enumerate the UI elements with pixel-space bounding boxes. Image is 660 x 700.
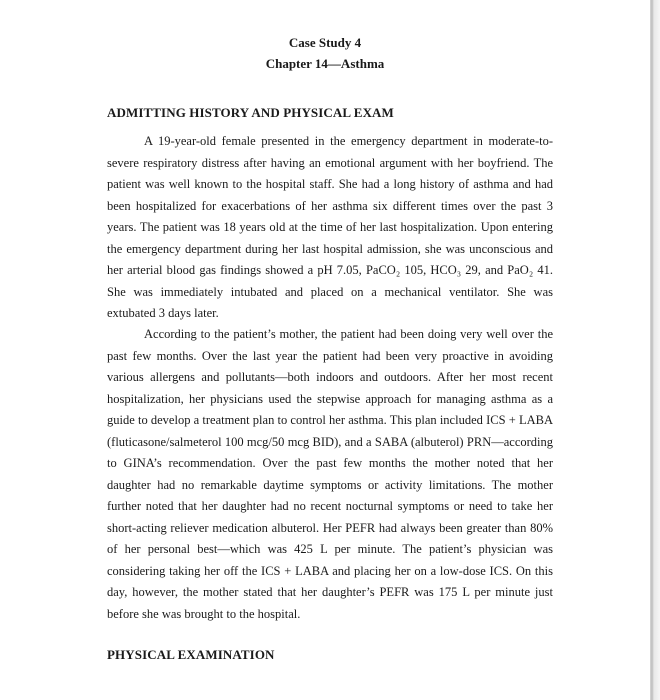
section-heading-physical-examination: PHYSICAL EXAMINATION [107, 647, 275, 662]
page-edge-shadow [650, 0, 660, 700]
section-heading-admitting-history: ADMITTING HISTORY AND PHYSICAL EXAM [107, 105, 394, 120]
body-paragraph-1 [107, 131, 553, 325]
body-paragraph-2 [107, 324, 553, 625]
chapter-title: Chapter 14—Asthma [265, 56, 385, 71]
paragraph-text: According to the patient’s mother, the patient had been doing very well over the past few months. Over the last year the patient had been very proactive in avoiding various allergens and pollutants—both indoors and outdoors. After her most recent hospitalization, her physicians used the stepwise approach for managing asthma as a guide to develop a treatment plan to control her asthma. This plan included ICS + LABA (fluticasone/salmeterol 100 mcg/50 mcg BID), and a SABA (albuterol) PRN—according to GINA’s recommendation. Over the past few months the mother noted that her daughter had no remarkable daytime symptoms or activity limitations. The mother further noted that her daughter had no recent nocturnal symptoms or need to take her short-acting reliever medication albuterol. Her PEFR had always been greater than 80% of her personal best—which was 425 L per minute. The patient’s physician was considering taking her off the ICS + LABA and placing her on a low-dose ICS. On this day, however, the mother stated that her daughter’s PEFR was 175 L per minute just before she was brought to the hospital. [107, 327, 553, 621]
paragraph-text: A 19-year-old female presented in the emergency department in moderate-to-severe respiratory distress after having an emotional argument with her boyfriend. The patient was well known to the hospital staff. She had a long history of asthma and had been hospitalized for exacerbations of her asthma six different times over the past 3 years. The patient was 18 years old at the time of her last hospitalization. Upon entering the emergency department during her last hospital admission, she was unconscious and her arterial blood gas findings showed a pH 7.05, PaCO₂ 105, HCO₃ 29, and PaO₂ 41. She was immediately intubated and placed on a mechanical ventilator. She was extubated 3 days later. [107, 134, 553, 320]
case-study-title: Case Study 4 [288, 35, 362, 50]
title-block [0, 32, 650, 74]
